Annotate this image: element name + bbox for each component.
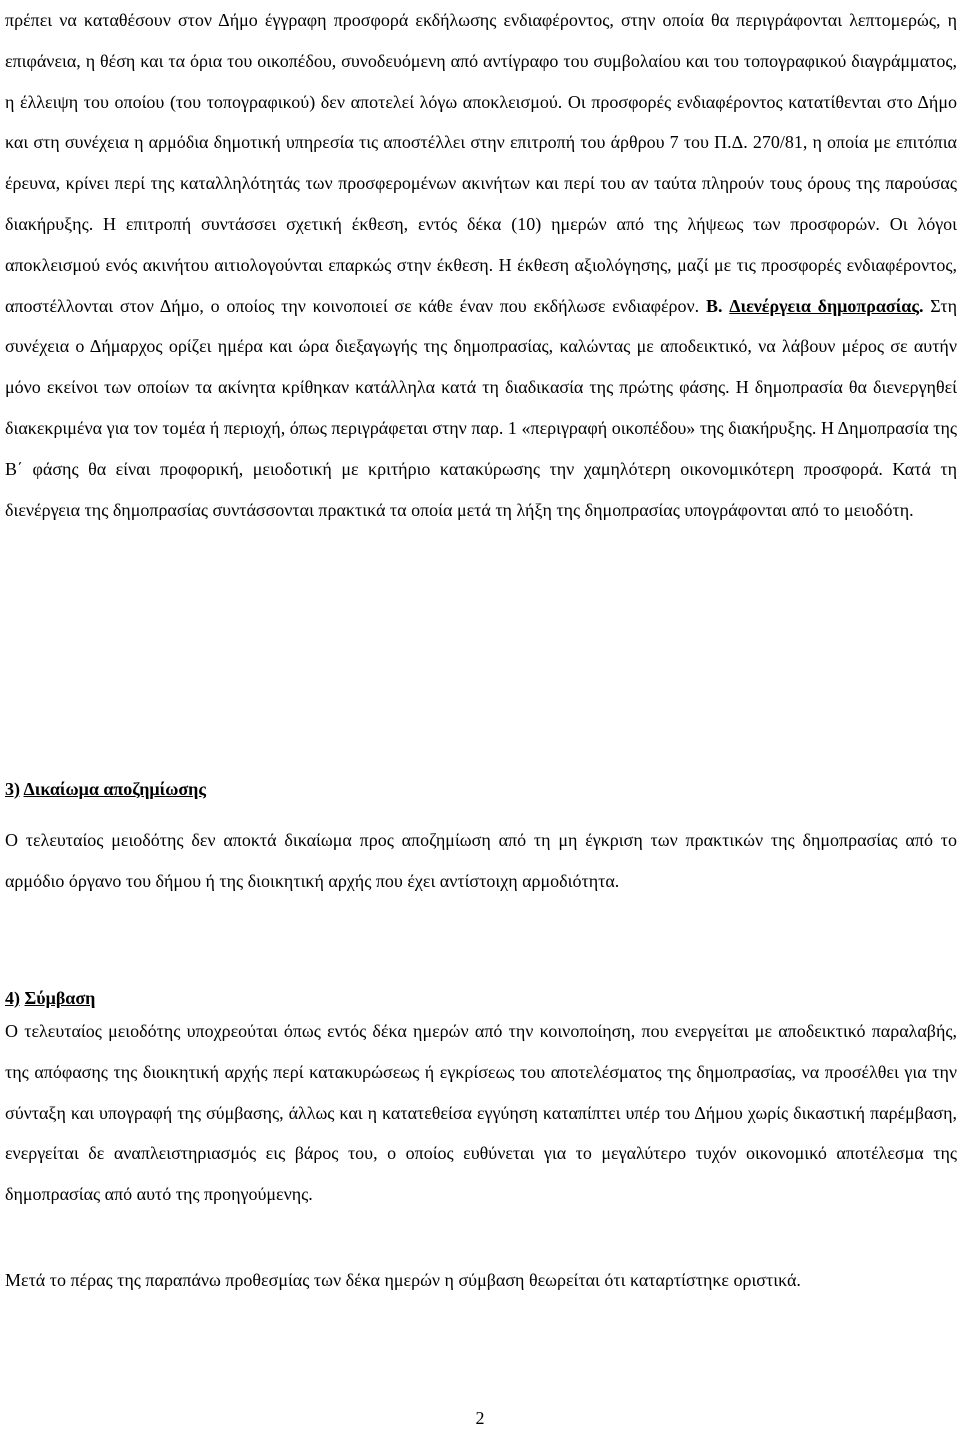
section-a-text: πρέπει να καταθέσουν στον Δήμο έγγραφη προσφορά εκδήλωσης ενδιαφέροντος, στην οποία θα περιγράφονται λεπτομερώς, η επιφάνεια, η θέση και τα όρια του οικοπέδου, συνοδευόμενη από αντίγραφο του συμβολαίου και του τοπογραφικού διαγράμματος, η έλλειψη του οποίου (του τοπογραφικού) δεν αποτελεί λόγω αποκλεισμού. Οι προσφορές ενδιαφέροντος κατατίθενται στο Δήμο και στη συνέχεια η αρμόδια δημοτική υπηρεσία τις αποστέλλει στην επιτροπή του άρθρου 7 του Π.Δ. 270/81, η οποία με επιτόπια έρευνα, κρίνει περί της καταλληλότητάς των προσφερομένων ακινήτων και περί του αν ταύτα πληρούν τους όρους της παρούσας διακήρυξης. Η επιτροπή συντάσσει σχετική έκθεση, εντός δέκα (10) ημερών από της λήψεως των προσφορών. Οι λόγοι αποκλεισμού ενός ακινήτου αιτιολογούνται επαρκώς στην έκθεση. Η έκθεση αξιολόγησης, μαζί με τις προσφορές ενδιαφέροντος, αποστέλλονται στον Δήμο, ο οποίος την κοινοποιεί σε κάθε έναν που εκδήλωσε ενδιαφέρον. [5,10,957,316]
page-number: 2 [475,1408,485,1428]
section-3-number: 3) [5,779,20,799]
paragraph-contract: Ο τελευταίος μειοδότης υποχρεούται όπως εντός δέκα ημερών από την κοινοποίηση, που ενεργείται με αποδεικτικό παραλαβής, της απόφασης της διοικητική αρχής περί κατακυρώσεως ή εγκρίσεως του αποτελέσματος της δημοπρασίας, να προσέλθει για την σύνταξη και υπογραφή της σύμβασης, άλλως και η κατατεθείσα εγγύηση καταπίπτει υπέρ του Δήμου χωρίς δικαστική παρέμβαση, ενεργείται δε αναπλειστηριασμός εις βάρος του, ο οποίος ευθύνεται για το μεγαλύτερο τυχόν οικονομικό αποτέλεσμα της δημοπρασίας από αυτό της προηγούμενης. [5,1021,957,1205]
section-b-title: Διενέργεια δημοπρασίας [729,295,919,316]
section-4-number: 4) [5,988,20,1008]
section-3-heading [5,777,206,801]
section-4-title: Σύμβαση [24,988,96,1008]
section-b-label: Β. [705,295,723,316]
paragraph-contract-final: Μετά το πέρας της παραπάνω προθεσμίας των δέκα ημερών η σύμβαση θεωρείται ότι καταρτίστηκε οριστικά. [5,1270,801,1290]
paragraph-compensation-right: Ο τελευταίος μειοδότης δεν αποκτά δικαίωμα προς αποζημίωση από τη μη έγκριση των πρακτικών της δημοπρασίας από το αρμόδιο όργανο του δήμου ή της διοικητική αρχής που έχει αντίστοιχη αρμοδιότητα. [5,830,957,891]
section-b-text: Στη συνέχεια ο Δήμαρχος ορίζει ημέρα και ώρα διεξαγωγής της δημοπρασίας, καλώντας με αποδεικτικό, να λάβουν μέρος σε αυτήν μόνο εκείνοι των οποίων τα ακίνητα κρίθηκαν κατάλληλα κατά τη διαδικασία της πρώτης φάσης. Η δημοπρασία θα διενεργηθεί διακεκριμένα για τον τομέα ή περιοχή, όπως περιγράφεται στην παρ. 1 «περιγραφή οικοπέδου» της διακήρυξης. Η Δημοπρασία της Β΄ φάσης θα είναι προφορική, μειοδοτική με κριτήριο κατακύρωσης την χαμηλότερη οικονομικότερη προσφορά. Κατά τη διενέργεια της δημοπρασίας συντάσσονται πρακτικά τα οποία μετά τη λήξη της δημοπρασίας υπογράφονται από το μειοδότη. [5,295,957,520]
section-3-title: Δικαίωμα αποζημίωσης [23,779,206,799]
section-4-heading [5,986,95,1010]
paragraph-tender-submission: πρέπει να καταθέσουν στον Δήμο έγγραφη προσφορά εκδήλωσης ενδιαφέροντος, στην οποία θα περιγράφονται λεπτομερώς, η επιφάνεια, η θέση και τα όρια του οικοπέδου, συνοδευόμενη από αντίγραφο του συμβολαίου και του τοπογραφικού διαγράμματος, η έλλειψη του οποίου (του τοπογραφικού) δεν αποτελεί λόγω αποκλεισμού. Οι προσφορές ενδιαφέροντος κατατίθενται στο Δήμο και στη συνέχεια η αρμόδια δημοτική υπηρεσία τις αποστέλλει στην επιτροπή του άρθρου 7 του Π.Δ. 270/81, η οποία με επιτόπια έρευνα, κρίνει περί της καταλληλότητάς των προσφερομένων ακινήτων και περί του αν ταύτα πληρούν τους όρους της παρούσας διακήρυξης. Η επιτροπή συντάσσει σχετική έκθεση, εντός δέκα (10) ημερών από της λήψεως των προσφορών. Οι λόγοι αποκλεισμού ενός ακινήτου αιτιολογούνται επαρκώς στην έκθεση. Η έκθεση αξιολόγησης, μαζί με τις προσφορές ενδιαφέροντος, αποστέλλονται στον Δήμο, ο οποίος την κοινοποιεί σε κάθε έναν που εκδήλωσε ενδιαφέρον. Β. Διενέργεια δημοπρασίας. Στη συνέχεια ο Δήμαρχος ορίζει ημέρα και ώρα διεξαγωγής της δημοπρασίας, καλώντας με αποδεικτικό, να λάβουν μέρος σε αυτήν μόνο εκείνοι των οποίων τα ακίνητα κρίθηκαν κατάλληλα κατά τη διαδικασία της πρώτης φάσης. Η δημοπρασία θα διενεργηθεί διακεκριμένα για τον τομέα ή περιοχή, όπως περιγράφεται στην παρ. 1 «περιγραφή οικοπέδου» της διακήρυξης. Η Δημοπρασία της Β΄ φάσης θα είναι προφορική, μειοδοτική με κριτήριο κατακύρωσης την χαμηλότερη οικονομικότερη προσφορά. Κατά τη διενέργεια της δημοπρασίας συντάσσονται πρακτικά τα οποία μετά τη λήξη της δημοπρασίας υπογράφονται από το μειοδότη. [5,10,957,520]
